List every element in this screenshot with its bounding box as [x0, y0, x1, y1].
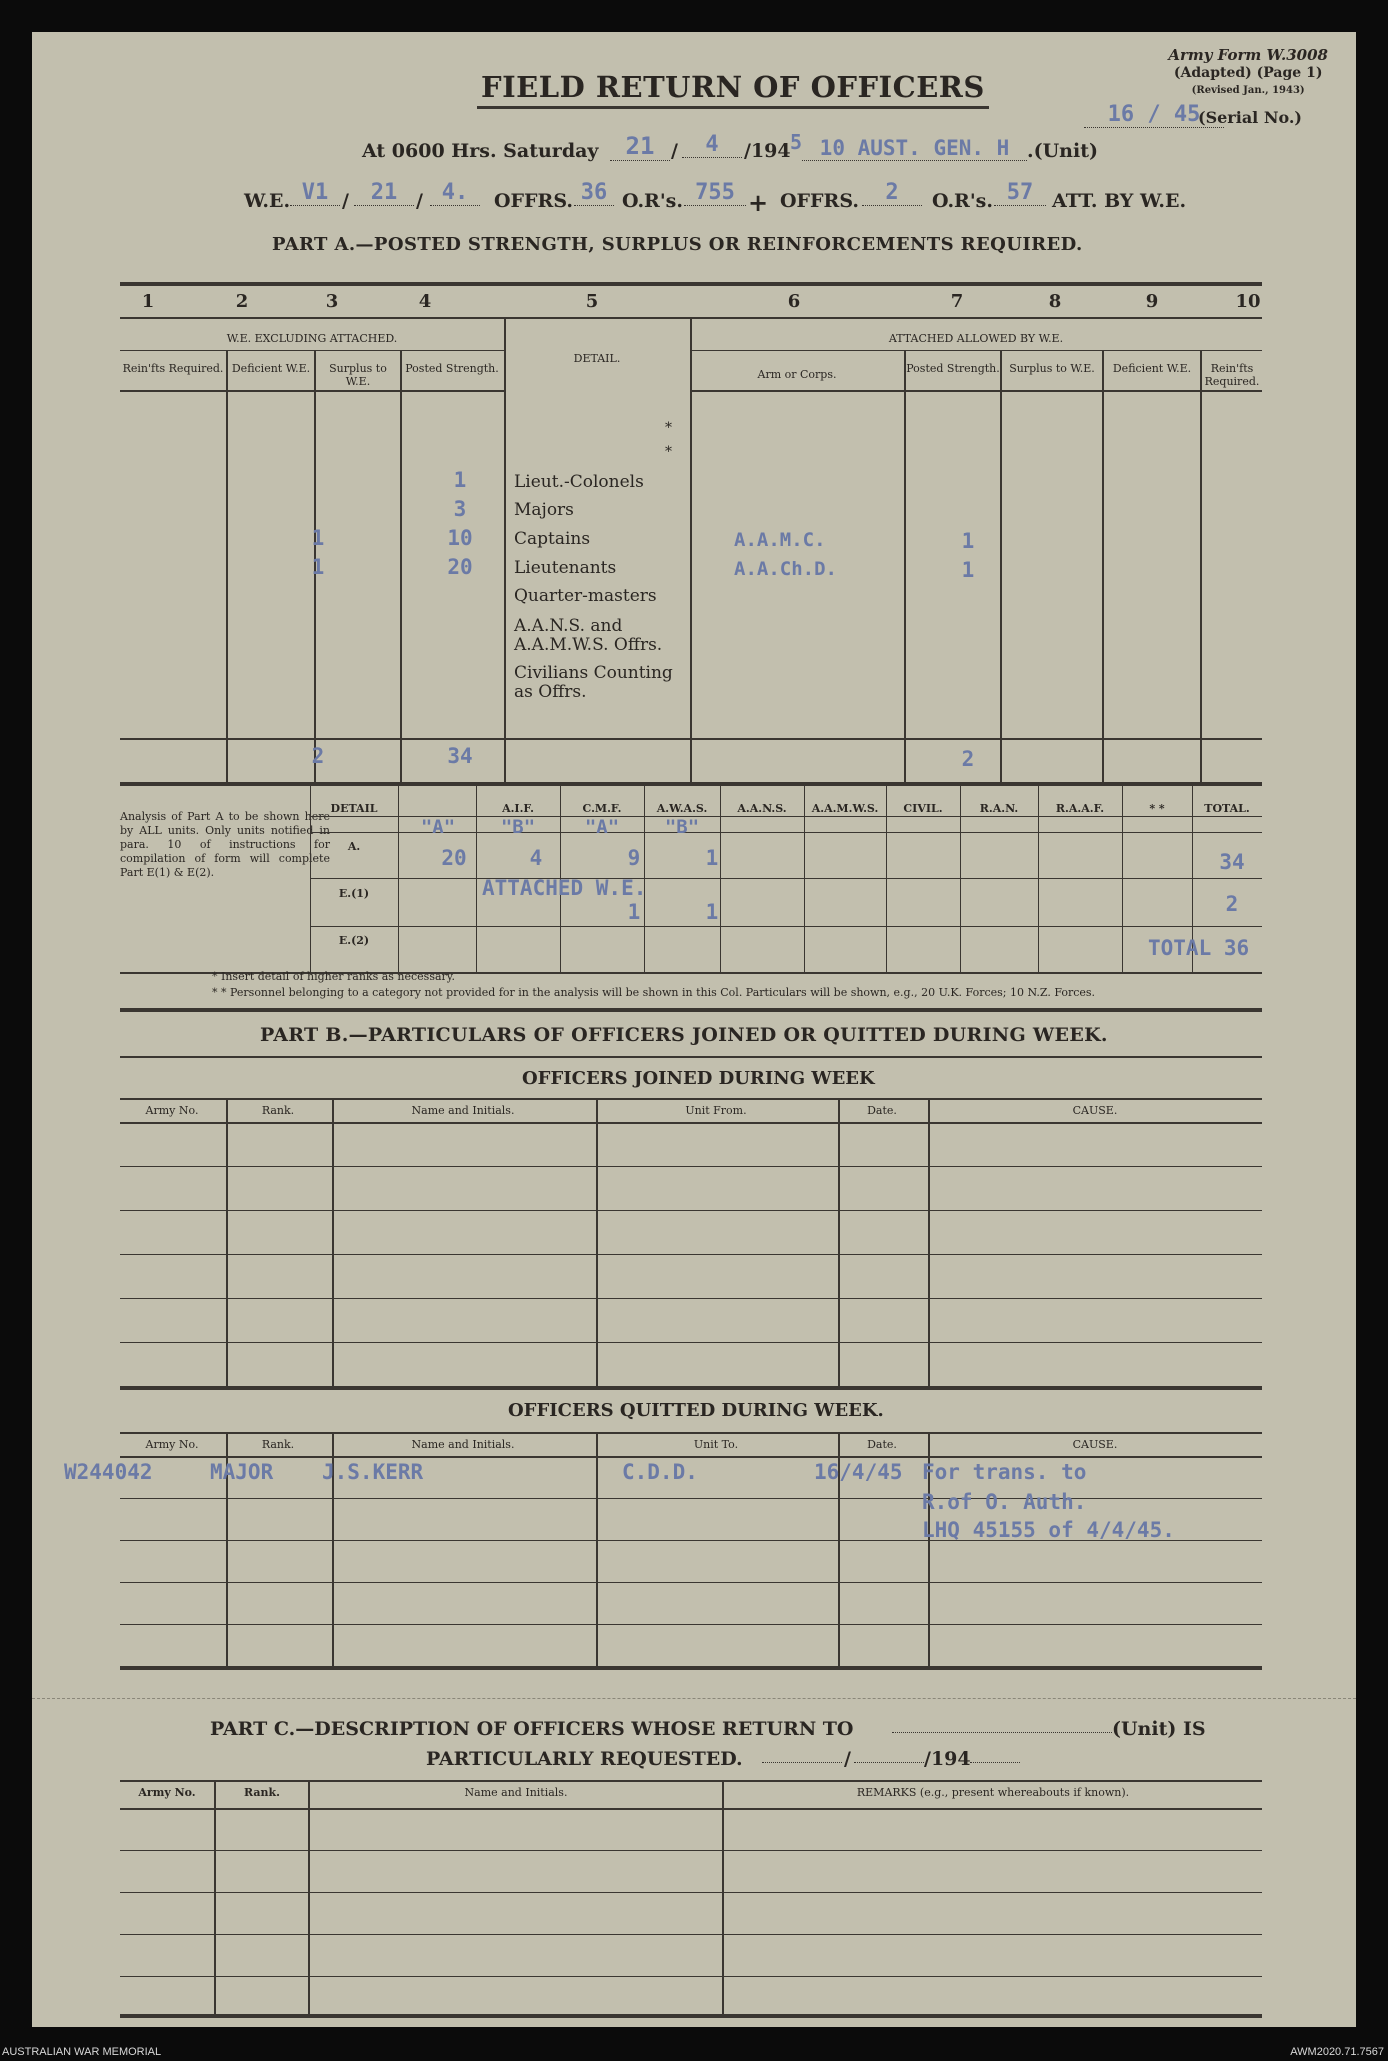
offrs-label: OFFRS.	[494, 190, 573, 212]
analysis-note: Analysis of Part A to be shown here by ALL units. Only units notified in para. 10 of instructions for compilation of form will complete Part E(1) & E(2).	[120, 810, 330, 879]
quitted-cause-line: R.of O. Auth.	[922, 1490, 1087, 1514]
header-posted: Posted Strength.	[405, 362, 499, 375]
analysis-header: * *	[1149, 802, 1165, 815]
joined-header: Date.	[867, 1104, 897, 1117]
form-revised: (Revised Jan., 1943)	[1191, 85, 1305, 96]
rank-label: Captains	[514, 529, 591, 549]
quitted-unit-to: C.D.D.	[622, 1460, 698, 1484]
analysis-header: A.A.N.S.	[737, 802, 787, 815]
total-deficient: 2	[311, 744, 325, 768]
analysis-letter: "A"	[420, 816, 456, 838]
col-number: 1	[141, 291, 155, 312]
analysis-e1-value: 1	[627, 900, 641, 924]
header-posted-right: Posted Strength.	[906, 362, 1000, 375]
analysis-e1-value: 1	[705, 900, 719, 924]
analysis-header: A.I.F.	[502, 802, 534, 815]
total-posted: 34	[447, 744, 473, 768]
archive-caption: AUSTRALIAN WAR MEMORIAL	[2, 2046, 162, 2058]
analysis-value: 1	[705, 846, 719, 870]
analysis-header: A.W.A.S.	[656, 802, 708, 815]
quitted-title: OFFICERS QUITTED DURING WEEK.	[508, 1400, 884, 1421]
we-value: V1	[290, 180, 340, 206]
analysis-value: 20	[441, 846, 467, 870]
ors2-value: 57	[994, 180, 1046, 206]
quitted-header: Date.	[867, 1438, 897, 1451]
quitted-header: Unit To.	[693, 1438, 739, 1451]
ors-value: 755	[684, 180, 746, 206]
attached-arm: A.A.Ch.D.	[734, 558, 837, 580]
posted-value: 10	[447, 526, 473, 550]
posted-value: 1	[453, 468, 467, 492]
serial-label: (Serial No.)	[1198, 108, 1302, 127]
perforation-line	[32, 1698, 1356, 1699]
part-c-slash: /	[844, 1748, 851, 1770]
joined-header: Rank.	[261, 1104, 295, 1117]
archive-reference: AWM2020.71.7567	[1290, 2046, 1384, 2058]
analysis-header: DETAIL	[330, 802, 378, 815]
col-number: 3	[325, 291, 339, 312]
quitted-header: Army No.	[145, 1438, 199, 1451]
deficient-value: 1	[311, 555, 325, 579]
att-by-we-label: ATT. BY W.E.	[1052, 190, 1187, 212]
posted-value: 3	[453, 497, 467, 521]
joined-header: Army No.	[145, 1104, 199, 1117]
part-c-line2: PARTICULARLY REQUESTED.	[426, 1748, 743, 1770]
header-reinfts-right: Rein'fts Required.	[1204, 362, 1260, 388]
analysis-header: C.M.F.	[582, 802, 622, 815]
rank-label: Quarter-masters	[514, 586, 657, 606]
header-surplus-right: Surplus to W.E.	[1009, 362, 1095, 375]
analysis-letter: "A"	[584, 816, 620, 838]
day-value: 21	[610, 132, 670, 161]
header-deficient: Deficient W.E.	[231, 362, 311, 375]
header-reinfts: Rein'fts Required.	[122, 362, 224, 375]
year-suffix: 5	[790, 130, 803, 154]
analysis-attached-note: ATTACHED W.E.	[482, 876, 647, 900]
part-c-header: Army No.	[138, 1786, 196, 1799]
col-number: 7	[950, 291, 964, 312]
footnote: * Insert detail of higher ranks as necessary.	[212, 970, 456, 983]
joined-title: OFFICERS JOINED DURING WEEK	[522, 1068, 875, 1089]
form-id-block	[1168, 46, 1328, 100]
quitted-header: Rank.	[261, 1438, 295, 1451]
analysis-header: R.A.A.F.	[1055, 802, 1105, 815]
star-marker: *	[665, 444, 672, 460]
col-number: 4	[418, 291, 432, 312]
quitted-header: CAUSE.	[1072, 1438, 1118, 1451]
part-c-year: /194	[924, 1748, 971, 1770]
header-arm-corps: Arm or Corps.	[757, 368, 837, 381]
deficient-value: 1	[311, 526, 325, 550]
col-number: 6	[787, 291, 801, 312]
serial-number: 16 / 45	[1084, 102, 1224, 128]
analysis-header: R.A.N.	[979, 802, 1019, 815]
ors-label: O.R's.	[622, 190, 683, 212]
col-number: 9	[1145, 291, 1159, 312]
analysis-row-label: E.(1)	[338, 887, 370, 900]
quitted-date: 16/4/45	[814, 1460, 903, 1484]
part-c-header: REMARKS (e.g., present whereabouts if known).	[856, 1786, 1130, 1799]
joined-header: Name and Initials.	[411, 1104, 515, 1117]
part-c-header: Rank.	[244, 1786, 280, 1799]
col-number: 2	[235, 291, 249, 312]
header-surplus: Surplus to W.E.	[329, 362, 387, 388]
page-title: FIELD RETURN OF OFFICERS	[477, 70, 989, 109]
detail-header: DETAIL.	[573, 352, 621, 365]
part-c-line1: PART C.—DESCRIPTION OF OFFICERS WHOSE RETURN TO	[210, 1718, 854, 1740]
plus-sign: +	[748, 188, 769, 217]
month-value: 4	[682, 132, 742, 158]
quitted-rank: MAJOR	[210, 1460, 274, 1484]
joined-header: Unit From.	[685, 1104, 747, 1117]
quitted-name: J.S.KERR	[322, 1460, 424, 1484]
at-hours-label: At 0600 Hrs. Saturday	[362, 140, 599, 162]
analysis-total-a: 34	[1219, 850, 1245, 874]
analysis-letter: "B"	[664, 816, 700, 838]
quitted-cause-line: For trans. to	[922, 1460, 1087, 1484]
we-part3: 4.	[430, 180, 480, 206]
we-label: W.E.	[244, 190, 291, 212]
rank-label: Lieutenants	[514, 558, 617, 578]
total-attached-posted: 2	[961, 747, 975, 771]
col-number: 5	[585, 291, 599, 312]
unit-label: .(Unit)	[1027, 140, 1098, 162]
offrs-value: 36	[574, 180, 614, 206]
attached-posted-value: 1	[961, 529, 975, 553]
we-part2: 21	[354, 180, 414, 206]
analysis-header: TOTAL.	[1204, 802, 1250, 815]
rank-label: Majors	[514, 500, 574, 520]
part-c-unit-label: (Unit) IS	[1112, 1718, 1206, 1740]
quitted-cause-line: LHQ 45155 of 4/4/45.	[922, 1518, 1175, 1542]
analysis-value: 4	[529, 846, 543, 870]
quitted-army-no: W244042	[64, 1460, 153, 1484]
part-c-header: Name and Initials.	[464, 1786, 568, 1799]
footnote: * * Personnel belonging to a category not provided for in the analysis will be shown in this Col. Particulars will be shown, e.g., 20 U.K. Forces; 10 N.Z. Forces.	[212, 986, 1096, 999]
col-number: 10	[1235, 291, 1261, 312]
part-b-title: PART B.—PARTICULARS OF OFFICERS JOINED OR QUITTED DURING WEEK.	[260, 1024, 1108, 1046]
analysis-total-e1: 2	[1225, 892, 1239, 916]
army-form-number: Army Form W.3008	[1168, 46, 1328, 64]
col-number: 8	[1048, 291, 1062, 312]
analysis-header: A.A.M.W.S.	[811, 802, 879, 815]
rank-label: A.A.N.S. and A.A.M.W.S. Offrs.	[514, 616, 663, 655]
posted-value: 20	[447, 555, 473, 579]
joined-header: CAUSE.	[1072, 1104, 1118, 1117]
analysis-grand-total: TOTAL 36	[1148, 936, 1250, 960]
analysis-value: 9	[627, 846, 641, 870]
group-header-we-excluding: W.E. EXCLUDING ATTACHED.	[226, 332, 398, 345]
group-header-attached: ATTACHED ALLOWED BY W.E.	[888, 332, 1064, 345]
part-a-title: PART A.—POSTED STRENGTH, SURPLUS OR REINFORCEMENTS REQUIRED.	[272, 234, 1083, 255]
header-deficient-right: Deficient W.E.	[1112, 362, 1192, 375]
analysis-header: CIVIL.	[903, 802, 943, 815]
rank-label: Civilians Counting as Offrs.	[514, 663, 673, 702]
offrs2-label: OFFRS.	[780, 190, 859, 212]
year-prefix: /194	[744, 140, 791, 162]
unit-value: 10 AUST. GEN. H	[802, 136, 1027, 161]
quitted-header: Name and Initials.	[411, 1438, 515, 1451]
analysis-letter: "B"	[500, 816, 536, 838]
attached-arm: A.A.M.C.	[734, 529, 826, 551]
attached-posted-value: 1	[961, 558, 975, 582]
analysis-row-label: E.(2)	[338, 934, 370, 947]
ors2-label: O.R's.	[932, 190, 993, 212]
form-sheet: Army Form W.3008 (Adapted) (Page 1) (Revised Jan., 1943) FIELD RETURN OF OFFICERS 16 / 45 (Serial No.) At 0600 Hrs. Saturday 21 / 4 /194 5 10 AUST. GEN. H .(Unit) W.E. V1 / 21 / 4. OFFRS. 36 O.R's. 755 + OFFRS. 2 O.R's. 57 ATT. BY W.E. PART A.—POSTED STRENGTH, SURPLUS OR REINFORCEMENTS REQUIRED. 1 2 3 4 5 6 7 8 9 10 W.E. EXCLUDING ATTACHED. ATTACHED ALLOWED BY W.E. DETAIL. Rein'fts Required. Deficient W.E. Surplus to W.E. Posted Strength. Arm or Corps. Posted Strength. Surplus to W.E. Deficient W.E. Rein'fts Required. * * Lieut.-Colonels Majors Captains Lieutenants Quarter-masters A.A.N.S. and A.A.M.W.S. Offrs. Civilians Counting as Offrs. 1 3 10 20 1 1 A.A.M.C. A.A.Ch.D. 1 1 2 34 2 Analysis of Part A to be shown here by ALL units. Only units notified in para. 10 of instructions for compilation of form will complete Part E(1) & E(2). DETAIL A.I.F. C.M.F. A.W.A.S. A.A.N.S. A.A.M.W.S. CIVIL. R.A.N. R.A.A.F. * * TOTAL. A. E.(1) E.(2) "A" "B" "A" "B" 20 4 9 1 34 ATTACHED W.E. 1 1 2 TOTAL 36 * Insert detail of higher ranks as necessary. * * Personnel belonging to a category not provided for in the analysis will be shown in this Col. Particulars will be shown, e.g., 20 U.K. Forces; 10 N.Z. Forces. PART B.—PARTICULARS OF OFFICERS JOINED OR QUITTED DURING WEEK. OFFICERS JOINED DURING WEEK Army No. Rank. Name and Initials. Unit From. Date. CAUSE. OFFICERS QUITTED DURING WEEK. Army No. Rank. Name and Initials. Unit To. Date. CAUSE. W244042 MAJOR J.S.KERR C.D.D. 16/4/45 For trans. to R.of O. Auth. LHQ 45155 of 4/4/45. PART C.—DESCRIPTION OF OFFICERS WHOSE RETURN TO (Unit) IS PARTICULARLY REQUESTED. / /194 Army No. Rank. Name and Initials. REMARKS (e.g., present whereabouts if known).	[32, 32, 1356, 2027]
form-adapted: (Adapted) (Page 1)	[1173, 65, 1323, 81]
rank-label: Lieut.-Colonels	[514, 472, 644, 492]
offrs2-value: 2	[862, 180, 922, 206]
analysis-row-label: A.	[347, 840, 361, 853]
star-marker: *	[665, 420, 672, 436]
